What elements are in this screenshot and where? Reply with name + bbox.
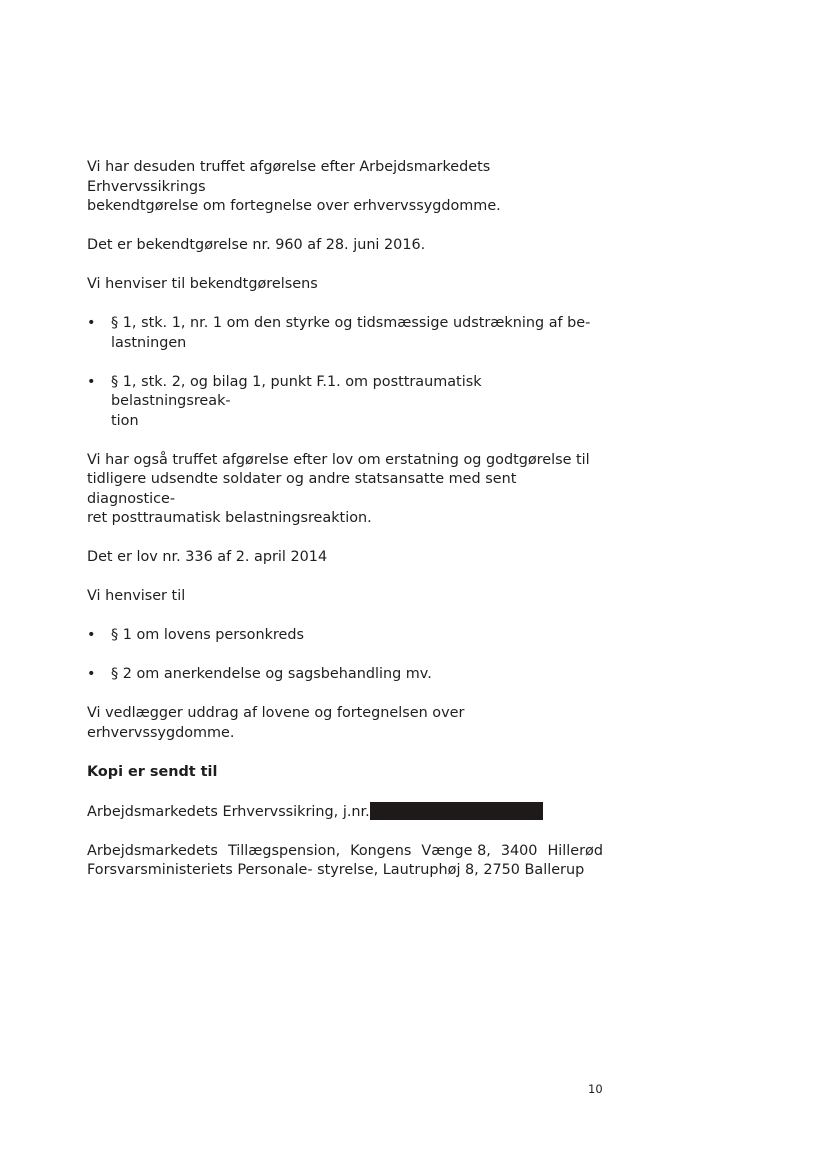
copy-recipients-block bbox=[87, 842, 603, 881]
recipient-word: Hillerød bbox=[547, 842, 603, 859]
recipient-word: 3400 bbox=[500, 842, 538, 859]
law-reference-list bbox=[87, 626, 603, 685]
text-line: Vi har desuden truffet afgørelse efter Arbejdsmarkedets Erhvervssikrings bbox=[87, 159, 491, 195]
text-line: ret posttraumatisk belastningsreaktion. bbox=[87, 510, 372, 526]
bullet-icon: • bbox=[87, 627, 96, 643]
recipient-word: Arbejdsmarkedets bbox=[87, 842, 218, 859]
list-item bbox=[87, 314, 603, 353]
law-number-paragraph: Det er lov nr. 336 af 2. april 2014 bbox=[87, 549, 328, 565]
text-line: Vi har også truffet afgørelse efter lov om erstatning og godtgørelse til bbox=[87, 451, 590, 468]
redaction-box bbox=[370, 802, 543, 820]
list-item bbox=[87, 626, 603, 646]
recipient-word: Vænge 8, bbox=[421, 842, 491, 859]
text-line: bekendtgørelse om fortegnelse over erhvervssygdomme. bbox=[87, 198, 501, 214]
attachment-paragraph: Vi vedlægger uddrag af lovene og fortegnelsen over erhvervssygdomme. bbox=[87, 705, 465, 741]
reference-intro: Vi henviser til bbox=[87, 588, 186, 604]
recipient-word: Tillægspension, bbox=[227, 842, 341, 859]
copy-recipient bbox=[87, 802, 603, 823]
reference-intro: Vi henviser til bekendtgørelsens bbox=[87, 276, 318, 292]
notice-reference-list bbox=[87, 314, 603, 431]
list-item-line: § 1, stk. 2, og bilag 1, punkt F.1. om posttraumatisk belastningsreak- bbox=[111, 373, 482, 409]
bullet-icon: • bbox=[87, 373, 96, 390]
notice-number-paragraph: Det er bekendtgørelse nr. 960 af 28. juni 2016. bbox=[87, 237, 426, 253]
recipient-word: Kongens bbox=[350, 842, 412, 859]
bullet-icon: • bbox=[87, 315, 96, 331]
bullet-icon: • bbox=[87, 666, 96, 682]
list-item-line: § 1, stk. 1, nr. 1 om den styrke og tidsmæssige udstrækning af be- bbox=[111, 315, 591, 331]
list-item-text: § 1 om lovens personkreds bbox=[111, 627, 305, 643]
decision-paragraph bbox=[87, 158, 603, 217]
list-item-line: lastningen bbox=[111, 334, 187, 351]
letter-body bbox=[87, 158, 603, 881]
list-item bbox=[87, 665, 603, 685]
list-item-text: § 2 om anerkendelse og sagsbehandling mv. bbox=[111, 666, 432, 682]
recipient-text: Arbejdsmarkedets Erhvervssikring, j.nr. bbox=[87, 803, 370, 820]
list-item-line: tion bbox=[111, 412, 139, 429]
page-number: 10 bbox=[588, 1082, 603, 1096]
law-decision-paragraph bbox=[87, 451, 603, 529]
recipient-line: Forsvarsministeriets Personale- styrelse, Lautruphøj 8, 2750 Ballerup bbox=[87, 862, 585, 878]
list-item bbox=[87, 373, 603, 432]
text-line: tidligere udsendte soldater og andre statsansatte med sent diagnostice- bbox=[87, 471, 517, 507]
copy-heading: Kopi er sendt til bbox=[87, 763, 218, 780]
recipient-line bbox=[87, 842, 603, 862]
